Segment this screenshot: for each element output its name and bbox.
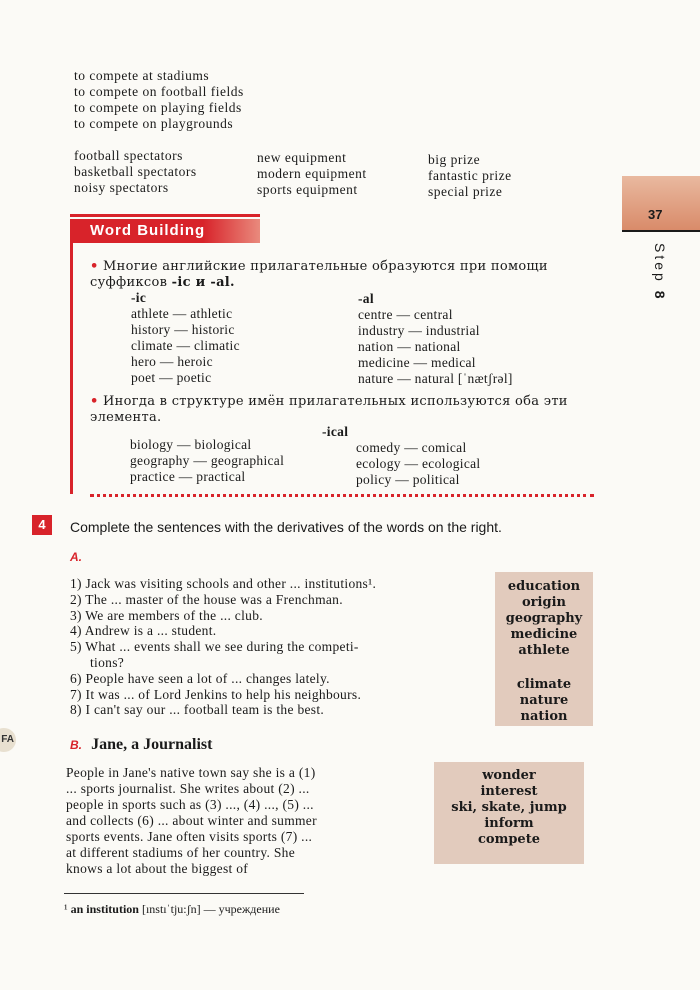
base-word: geography bbox=[505, 611, 583, 626]
word-pair: athlete — athletic bbox=[131, 306, 233, 321]
word-pair: practice — practical bbox=[130, 469, 246, 484]
section-b-label: B. bbox=[70, 738, 82, 752]
base-word: medicine bbox=[510, 627, 578, 642]
footnote-rule bbox=[64, 893, 304, 894]
paragraph-line: ... sports journalist. She writes about (2) ... bbox=[66, 781, 310, 796]
footnote-translation: — учреждение bbox=[203, 902, 280, 916]
phrase-line: to compete on football fields bbox=[74, 84, 244, 99]
paragraph-line: and collects (6) ... about winter and summer bbox=[66, 813, 317, 828]
suffix-ical-right bbox=[356, 440, 480, 488]
suffix-ic-heading: -ic bbox=[131, 290, 147, 305]
exercise-instruction: Complete the sentences with the derivatives of the words on the right. bbox=[70, 519, 502, 535]
paragraph-line: People in Jane's native town say she is a (1) bbox=[66, 765, 316, 780]
sentence: 6) People have seen a lot of ... changes lately. bbox=[70, 670, 330, 686]
phrase-line: sports equipment bbox=[257, 182, 358, 197]
phrase-line: to compete on playgrounds bbox=[74, 116, 234, 131]
base-word: compete bbox=[478, 832, 540, 847]
phrase-column-prize bbox=[428, 152, 512, 200]
word-building-border-top bbox=[70, 214, 260, 217]
suffix-ical-heading: -ical bbox=[322, 424, 349, 439]
footnote-transcription: [ınstıˈtju:ʃn] bbox=[141, 902, 201, 916]
word-pair: policy — political bbox=[356, 472, 460, 487]
phrase-line: big prize bbox=[428, 152, 481, 167]
footnote: ¹ an institution [ınstıˈtju:ʃn] — учреждение bbox=[64, 902, 280, 916]
rule-1-text: Многие английские прилагательные образуются при помощи bbox=[103, 259, 548, 274]
sentence: 5) What ... events shall we see during the competi- bbox=[70, 639, 359, 655]
base-word: origin bbox=[522, 595, 566, 610]
phrase-column-spectators bbox=[74, 148, 197, 196]
rule-1: • Многие английские прилагательные образуются при помощи суффиксов -ic и -al. bbox=[90, 259, 548, 290]
sentence: 3) We are members of the ... club. bbox=[70, 607, 263, 623]
suffix-ical-left bbox=[130, 437, 284, 485]
phrase-line: football spectators bbox=[74, 148, 183, 163]
bullet-icon: • bbox=[90, 394, 99, 409]
phrase-line: to compete at stadiums bbox=[74, 68, 210, 83]
sentence-list bbox=[70, 576, 376, 718]
footnote-term: an institution bbox=[70, 902, 139, 916]
word-box-a bbox=[495, 572, 593, 726]
sentence: tions? bbox=[90, 654, 125, 670]
word-pair: industry — industrial bbox=[358, 323, 480, 338]
word-pair: nature — natural [ˈnætʃrəl] bbox=[358, 371, 513, 386]
compete-phrases bbox=[74, 68, 244, 132]
word-pair: centre — central bbox=[358, 307, 453, 322]
word-pair: hero — heroic bbox=[131, 354, 213, 369]
word-building-title: Word Building bbox=[70, 219, 260, 243]
base-word: climate bbox=[516, 677, 572, 692]
base-word: interest bbox=[480, 784, 538, 799]
sentence: 2) The ... master of the house was a Frenchman. bbox=[70, 591, 343, 607]
phrase-line: fantastic prize bbox=[428, 168, 512, 183]
rule-2-text: Иногда в структуре имён прилагательных используются оба эти bbox=[103, 394, 568, 409]
rule-2: • Иногда в структуре имён прилагательных используются оба эти элемента. bbox=[90, 394, 568, 425]
base-word: ski, skate, jump bbox=[451, 800, 567, 815]
word-pair: comedy — comical bbox=[356, 440, 467, 455]
bullet-icon: • bbox=[90, 259, 99, 274]
base-word: wonder bbox=[482, 768, 536, 783]
word-pair: geography — geographical bbox=[130, 453, 285, 468]
tab-divider bbox=[622, 230, 700, 232]
base-word: athlete bbox=[518, 643, 570, 658]
word-pair: ecology — ecological bbox=[356, 456, 481, 471]
phrase-column-equipment bbox=[257, 150, 367, 198]
phrase-line: modern equipment bbox=[257, 166, 367, 181]
paragraph-line: at different stadiums of her country. She bbox=[66, 845, 295, 860]
phrase-line: noisy spectators bbox=[74, 180, 169, 195]
suffix-label: -ic и -al. bbox=[171, 275, 235, 290]
section-b-title: Jane, a Journalist bbox=[91, 736, 213, 753]
word-pair: climate — climatic bbox=[131, 338, 240, 353]
word-pair: medicine — medical bbox=[358, 355, 476, 370]
paragraph-line: sports events. Jane often visits sports (7) ... bbox=[66, 829, 313, 844]
section-b-heading bbox=[70, 734, 212, 754]
base-word: inform bbox=[484, 816, 534, 831]
word-building-border-left bbox=[70, 219, 73, 494]
word-pair: history — historic bbox=[131, 322, 235, 337]
word-box-b bbox=[434, 762, 584, 864]
suffix-al-column bbox=[358, 291, 513, 387]
word-pair: biology — biological bbox=[130, 437, 252, 452]
phrase-line: to compete on playing fields bbox=[74, 100, 242, 115]
paragraph-line: people in sports such as (3) ..., (4) ..., (5) ... bbox=[66, 797, 314, 812]
margin-mark: FA bbox=[0, 728, 16, 752]
page-number: 37 bbox=[648, 207, 663, 222]
word-pair: nation — national bbox=[358, 339, 461, 354]
phrase-line: special prize bbox=[428, 184, 503, 199]
section-a-label: A. bbox=[70, 550, 82, 564]
exercise-number-badge: 4 bbox=[32, 515, 52, 535]
base-word: nation bbox=[520, 709, 568, 724]
word-pair: poet — poetic bbox=[131, 370, 212, 385]
sentence: 7) It was ... of Lord Jenkins to help his neighbours. bbox=[70, 686, 362, 702]
step-label: Step 8 bbox=[652, 243, 668, 302]
base-word: education bbox=[507, 579, 581, 594]
paragraph-line: knows a lot about the biggest of bbox=[66, 861, 249, 876]
phrase-line: basketball spectators bbox=[74, 164, 197, 179]
suffix-al-heading: -al bbox=[358, 291, 374, 306]
suffix-ic-column bbox=[131, 290, 240, 386]
sentence: 1) Jack was visiting schools and other ... institutions¹. bbox=[70, 576, 377, 591]
word-building-dotted-rule bbox=[90, 494, 594, 497]
jane-paragraph bbox=[66, 765, 317, 877]
sentence: 8) I can't say our ... football team is the best. bbox=[70, 702, 325, 718]
phrase-line: new equipment bbox=[257, 150, 347, 165]
sentence: 4) Andrew is a ... student. bbox=[70, 623, 217, 639]
base-word: nature bbox=[519, 693, 569, 708]
